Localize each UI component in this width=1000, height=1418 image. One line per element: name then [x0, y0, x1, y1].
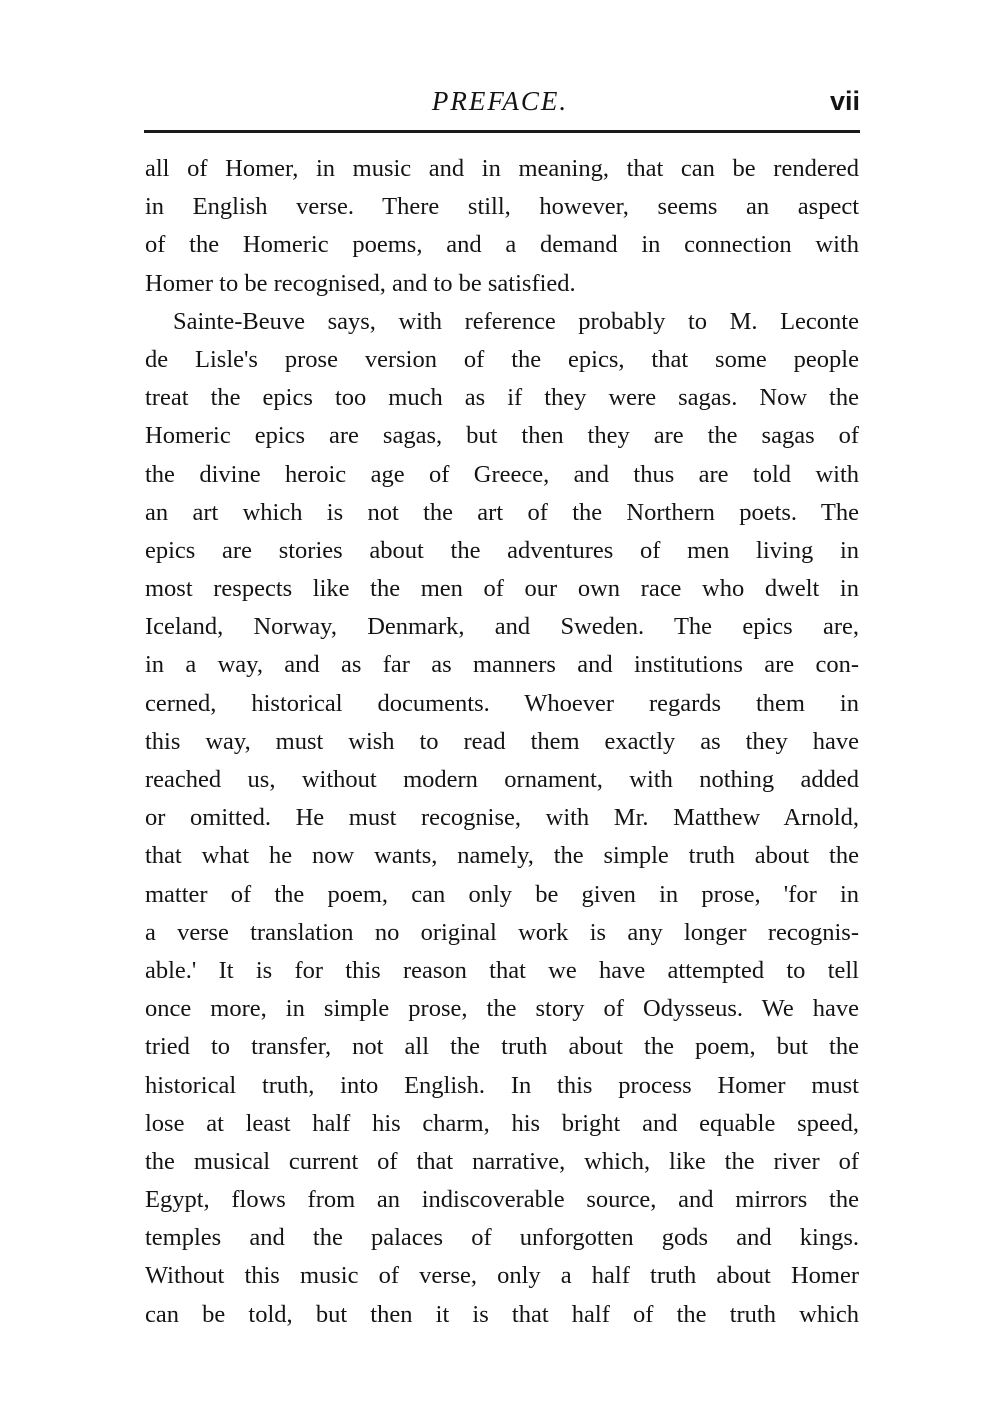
paragraph [145, 150, 859, 303]
paragraph [145, 303, 859, 1334]
text-line: Without this music of verse, only a half truth about Homer [145, 1262, 859, 1290]
text-line: once more, in simple prose, the story of Odysseus. We have [145, 995, 859, 1023]
text-line: can be told, but then it is that half of the truth which [145, 1300, 859, 1328]
text-line: this way, must wish to read them exactly as they have [145, 727, 859, 755]
body-text [145, 150, 859, 1334]
text-line: Homeric epics are sagas, but then they are the sagas of [145, 422, 859, 450]
text-line: historical truth, into English. In this process Homer must [145, 1071, 859, 1099]
running-title: PREFACE. [431, 86, 569, 116]
text-line: that what he now wants, namely, the simple truth about the [145, 842, 859, 870]
text-line: a verse translation no original work is any longer recognis- [145, 918, 859, 946]
text-line: reached us, without modern ornament, with nothing added [145, 766, 859, 793]
text-line: an art which is not the art of the Northern poets. The [145, 498, 859, 526]
text-line: temples and the palaces of unforgotten gods and kings. [145, 1224, 859, 1252]
text-line: Iceland, Norway, Denmark, and Sweden. The epics are, [145, 613, 859, 641]
text-line: most respects like the men of our own race who dwelt in [145, 575, 859, 603]
page-number: vii [829, 86, 860, 116]
text-line: epics are stories about the adventures of men living in [145, 536, 859, 564]
text-line: de Lisle's prose version of the epics, that some people [145, 345, 859, 373]
text-line: or omitted. He must recognise, with Mr. Matthew Arnold, [145, 804, 859, 832]
text-line: all of Homer, in music and in meaning, that can be rendered [145, 155, 859, 182]
text-line: lose at least half his charm, his bright and equable speed, [145, 1109, 859, 1137]
header-rule [144, 130, 860, 133]
text-line: able.' It is for this reason that we have attempted to tell [145, 956, 859, 984]
text-line: the divine heroic age of Greece, and thus are told with [145, 460, 859, 488]
text-line: matter of the poem, can only be given in prose, 'for in [145, 880, 859, 908]
text-line: Sainte-Beuve says, with reference probably to M. Leconte [173, 307, 859, 335]
text-line: cerned, historical documents. Whoever regards them in [145, 689, 859, 717]
text-line: treat the epics too much as if they were sagas. Now the [145, 384, 859, 412]
text-line: in a way, and as far as manners and institutions are con- [145, 651, 859, 679]
text-line: Egypt, flows from an indiscoverable source, and mirrors the [145, 1186, 859, 1214]
text-line: the musical current of that narrative, which, like the river of [145, 1147, 859, 1175]
text-line: in English verse. There still, however, seems an aspect [145, 193, 859, 221]
text-line: of the Homeric poems, and a demand in connection with [145, 231, 859, 259]
text-line: Homer to be recognised, and to be satisfied. [145, 269, 576, 297]
text-line: tried to transfer, not all the truth about the poem, but the [145, 1033, 859, 1061]
